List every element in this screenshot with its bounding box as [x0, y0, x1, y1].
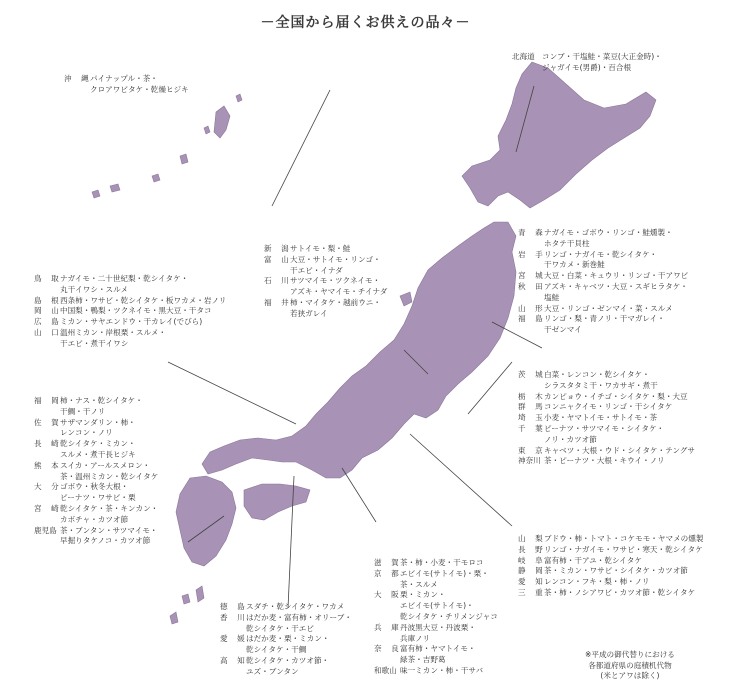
pref-name: 愛 知 — [518, 577, 544, 587]
group-kyushu — [34, 396, 158, 547]
pref-items — [246, 634, 330, 656]
item-line: コンニャクイモ・リンゴ・干シイタケ — [544, 402, 673, 412]
pref-name: 大 阪 — [374, 590, 400, 600]
item-line: コンブ・干塩鮭・菜豆(大正金時)・ — [542, 52, 662, 61]
item-line: 白菜・レンコン・乾シイタケ・ — [544, 370, 650, 379]
item-line: 中国梨・鴨梨・ツクネイモ・黒大豆・干タコ — [60, 306, 212, 316]
footnote-line: 各都道府県の庭積机代物 — [588, 660, 672, 670]
pref-items — [246, 656, 329, 678]
pref-row — [220, 602, 352, 613]
pref-name: 青 森 — [518, 228, 544, 237]
item-line: クロアワビタケ・乾燥ヒジキ — [90, 84, 189, 94]
item-line: 柿・ナス・乾シイタケ・ — [60, 396, 143, 405]
pref-row — [518, 314, 688, 336]
pref-items — [246, 602, 344, 613]
pref-row — [220, 656, 352, 678]
pref-row — [518, 304, 688, 315]
item-line: レンコン・フキ・梨・柿・ノリ — [544, 577, 650, 587]
okinawa-isle-5 — [110, 184, 120, 192]
kyushu-island — [176, 476, 236, 566]
pref-name: 三 重 — [518, 587, 544, 597]
group-kinki — [374, 558, 498, 677]
pref-items — [544, 314, 665, 336]
pref-items — [544, 456, 665, 467]
footnote-line: (米とアワは除く) — [600, 671, 660, 681]
pref-items — [544, 304, 673, 315]
pref-name: 福 岡 — [34, 396, 60, 405]
item-line: アズキ・キャベツ・大豆・スギヒラタケ・ — [544, 281, 688, 291]
pref-name: 新 潟 — [264, 244, 290, 253]
pref-items — [60, 296, 226, 307]
item-line: キャベツ・大根・ウド・シイタケ・テングサ — [544, 445, 695, 455]
pref-items — [542, 52, 662, 74]
pref-name: 山 梨 — [518, 534, 544, 543]
pref-items — [544, 228, 673, 250]
pref-row — [34, 504, 158, 526]
item-line: サトイモ・梨・鮭 — [290, 244, 351, 253]
leader-chugoku — [168, 362, 296, 424]
pref-items — [544, 392, 688, 403]
pref-row — [518, 282, 688, 304]
pref-name: 京 都 — [374, 568, 400, 578]
pref-items — [60, 306, 212, 317]
pref-name: 山 形 — [518, 303, 544, 313]
pref-name: 岩 手 — [518, 249, 544, 259]
pref-row — [518, 413, 695, 424]
pref-items — [544, 534, 703, 545]
pref-row — [374, 666, 498, 677]
pref-row — [374, 644, 498, 666]
pref-row — [374, 623, 498, 645]
item-line: 干エビ・イナダ — [290, 265, 343, 275]
item-line: はだか麦・栗・ミカン・ — [246, 634, 330, 644]
group-okinawa — [64, 74, 189, 96]
pref-row — [34, 461, 158, 483]
pref-name: 福 島 — [518, 314, 544, 324]
pref-row — [518, 588, 703, 599]
pref-name: 茨 城 — [518, 370, 544, 379]
item-line: サツマイモ・ツクネイモ・ — [290, 276, 381, 286]
pref-name: 北海道 — [512, 52, 535, 61]
item-line: ジャガイモ(男爵)・百合根 — [542, 62, 632, 72]
pref-items — [60, 396, 143, 418]
pref-name: 神奈川 — [518, 456, 541, 466]
item-line: ナガイモ・ゴボウ・リンゴ・鮭燻製・ — [544, 228, 673, 237]
pref-items — [544, 577, 650, 588]
pref-row — [34, 526, 158, 548]
pref-items — [400, 666, 483, 677]
pref-items — [544, 282, 688, 304]
item-line: 干ゼンマイ — [544, 325, 582, 335]
pref-row — [264, 276, 387, 298]
item-line: 丹波黒大豆・丹波栗・ — [400, 622, 476, 632]
pref-row — [518, 271, 688, 282]
item-line: 乾シイタケ・茶・キンカン・ — [60, 503, 159, 513]
item-line: ピーナツ・ワサビ・栗 — [60, 493, 136, 503]
pref-name: 兵 庫 — [374, 622, 400, 632]
pref-name: 秋 田 — [518, 281, 544, 291]
pref-row — [518, 545, 703, 556]
pref-items — [90, 74, 189, 96]
item-line: ブドウ・柿・トマト・コケモモ・ヤマメの燻製 — [544, 534, 704, 543]
pref-name: 愛 媛 — [220, 634, 246, 644]
pref-name: 福 井 — [264, 297, 290, 307]
pref-name: 香 川 — [220, 612, 246, 622]
item-line: 塩鮭 — [544, 292, 560, 302]
item-line: 早掘りタケノコ・カツオ節 — [60, 536, 151, 546]
pref-items — [544, 370, 658, 392]
leader-okinawa — [272, 90, 330, 206]
pref-items — [290, 255, 381, 277]
pref-row — [518, 456, 695, 467]
item-line: 栗・ミカン・ — [400, 590, 446, 600]
item-line: ゴボウ・秋冬大根・ — [60, 482, 129, 492]
yakushima — [182, 594, 190, 604]
pref-name: 埼 玉 — [518, 413, 544, 423]
item-line: 柿・マイタケ・越前ウニ・ — [290, 297, 381, 307]
pref-items — [60, 482, 136, 504]
item-line: 兵庫ノリ — [400, 633, 431, 643]
pref-items — [544, 271, 688, 282]
pref-row — [64, 74, 189, 96]
item-line: カボチャ・カツオ節 — [60, 514, 129, 524]
pref-name: 富 山 — [264, 254, 290, 264]
okinawa-isle-2 — [236, 94, 242, 102]
pref-row — [264, 298, 387, 320]
item-line: 大豆・白菜・キュウリ・リンゴ・干アワビ — [544, 271, 689, 281]
pref-items — [400, 590, 498, 622]
item-line: シラスタタミ干・ワカサギ・煮干 — [544, 380, 658, 390]
item-line: 干エビ・煮干イワシ — [60, 338, 129, 348]
pref-items — [290, 244, 350, 255]
okinawa-isle-6 — [92, 190, 100, 198]
item-line: 茶・ミカン・ワサビ・シイタケ・カツオ節 — [544, 566, 688, 576]
item-line: 乾シイタケ・干鯛 — [246, 645, 307, 655]
pref-name: 熊 本 — [34, 460, 60, 470]
pref-row — [518, 402, 695, 413]
pref-name: 佐 賀 — [34, 417, 60, 427]
pref-name: 岐 阜 — [518, 555, 544, 565]
pref-name: 和歌山 — [374, 665, 397, 675]
pref-name: 群 馬 — [518, 402, 544, 412]
pref-row — [220, 634, 352, 656]
item-line: リンゴ・ナガイモ・ワサビ・寒天・乾シイタケ — [544, 544, 703, 554]
pref-items — [60, 439, 136, 461]
pref-row — [518, 250, 688, 272]
item-line: 茶・柿・小麦・干モロコ — [400, 558, 484, 567]
group-chubu — [518, 534, 703, 599]
item-line: スダチ・乾シイタケ・ワカメ — [246, 602, 345, 611]
group-kanto — [518, 370, 695, 467]
pref-name: 長 崎 — [34, 439, 60, 449]
shikoku-island — [244, 484, 310, 520]
pref-row — [34, 439, 158, 461]
item-line: 西条柿・ワサビ・乾シイタケ・板ワカメ・岩ノリ — [60, 295, 227, 305]
item-line: リンゴ・梨・青ノリ・干マガレイ・ — [544, 314, 665, 324]
okinawa-isle-1 — [204, 126, 210, 134]
item-line: 大豆・サトイモ・リンゴ・ — [290, 254, 381, 264]
pref-items — [60, 461, 158, 483]
pref-row — [518, 566, 703, 577]
pref-name: 鹿児島 — [34, 525, 57, 535]
okinawa-main — [214, 106, 230, 138]
pref-row — [34, 306, 226, 317]
group-hokuriku — [264, 244, 387, 320]
pref-row — [264, 255, 387, 277]
item-line: 味一ミカン・柿・干サバ — [400, 665, 484, 675]
hokkaido-island — [462, 62, 656, 208]
pref-name: 山 口 — [34, 327, 60, 337]
pref-items — [400, 623, 476, 645]
pref-items — [60, 274, 188, 296]
page-title: －全国から届くお供えの品々－ — [260, 15, 471, 31]
item-line: 乾シイタケ・干エビ — [246, 623, 314, 633]
pref-items — [544, 250, 657, 272]
pref-items — [400, 558, 484, 569]
footnote — [585, 650, 675, 682]
pref-name: 長 野 — [518, 544, 544, 554]
pref-row — [374, 590, 498, 622]
pref-name: 滋 賀 — [374, 558, 400, 567]
sado-island — [400, 292, 412, 306]
pref-items — [544, 545, 703, 556]
pref-name: 静 岡 — [518, 566, 544, 576]
item-line: 茶・スルメ — [400, 579, 438, 589]
pref-row — [518, 534, 703, 545]
pref-items — [290, 298, 381, 320]
pref-name: 大 分 — [34, 482, 60, 492]
item-line: 富有柿・干アユ・乾シイタケ — [544, 555, 642, 565]
pref-items — [544, 402, 672, 413]
item-line: レンコン・ノリ — [60, 428, 113, 438]
item-line: 茶・柿・ノシアワビ・カツオ節・乾シイタケ — [544, 587, 696, 597]
item-line: 茶・温州ミカン・乾シイタケ — [60, 471, 159, 481]
item-line: ユズ・ブンタン — [246, 666, 299, 676]
item-line: エビイモ(サトイモ)・ — [400, 601, 474, 611]
pref-items — [60, 418, 136, 440]
item-line: 乾シイタケ・カツオ節・ — [246, 655, 330, 665]
footnote-line: ※平成の御代替りにおける — [585, 650, 675, 659]
pref-items — [60, 504, 158, 526]
item-line: 茶・ブンタン・サツマイモ・ — [60, 525, 158, 535]
pref-row — [518, 577, 703, 588]
pref-items — [60, 526, 158, 548]
pref-row — [34, 482, 158, 504]
pref-items — [544, 446, 695, 457]
item-line: エビイモ(サトイモ)・栗・ — [400, 568, 489, 578]
pref-row — [512, 52, 662, 74]
pref-row — [34, 418, 158, 440]
okinawa-isle-3 — [180, 154, 188, 164]
item-line: アズキ・ヤマイモ・チイナダ — [290, 287, 388, 297]
pref-items — [544, 588, 695, 599]
group-chugoku — [34, 274, 226, 350]
pref-name: 徳 島 — [220, 602, 246, 611]
pref-row — [518, 446, 695, 457]
pref-name: 高 知 — [220, 655, 246, 665]
item-line: 乾シイタケ・チリメンジャコ — [400, 611, 498, 621]
pref-name: 石 川 — [264, 276, 290, 286]
pref-items — [544, 566, 688, 577]
leader-kinki — [342, 468, 376, 522]
pref-row — [34, 296, 226, 307]
pref-name: 広 島 — [34, 317, 60, 327]
item-line: サザマンダリン・柿・ — [60, 417, 136, 427]
item-line: 干鯛・干ノリ — [60, 406, 106, 416]
pref-items — [400, 644, 476, 666]
pref-items — [544, 413, 657, 424]
item-line: 緑茶・吉野葛 — [400, 655, 446, 665]
group-tohoku — [518, 228, 688, 336]
pref-row — [34, 396, 158, 418]
pref-items — [544, 424, 664, 446]
pref-row — [518, 556, 703, 567]
item-line: 若狭ガレイ — [290, 308, 328, 318]
leader-chubu — [410, 434, 512, 526]
item-line: 干ワカメ・新巻鮭 — [544, 260, 605, 270]
item-line: ホタテ干貝柱 — [544, 238, 590, 248]
pref-name: 東 京 — [518, 445, 544, 455]
group-hokkaido — [512, 52, 662, 74]
pref-row — [34, 328, 226, 350]
item-line: 富有柿・ヤマトイモ・ — [400, 644, 476, 654]
pref-row — [518, 424, 695, 446]
item-line: 小麦・ヤマトイモ・サトイモ・茶 — [544, 413, 658, 423]
pref-row — [220, 613, 352, 635]
item-line: 大豆・リンゴ・ゼンマイ・菜・スルメ — [544, 303, 673, 313]
pref-name: 宮 崎 — [34, 503, 60, 513]
okinawa-isle-4 — [152, 174, 160, 182]
pref-row — [264, 244, 387, 255]
item-line: 丸干イワシ・スルメ — [60, 284, 129, 294]
pref-items — [290, 276, 387, 298]
pref-items — [60, 317, 202, 328]
pref-name: 岡 山 — [34, 306, 60, 316]
tanegashima — [196, 586, 204, 602]
item-line: ピーナツ・サツマイモ・シイタケ・ — [544, 423, 665, 433]
pref-row — [34, 317, 226, 328]
item-line: カンピョウ・イチゴ・シイタケ・梨・大豆 — [544, 391, 688, 401]
pref-name: 奈 良 — [374, 644, 400, 654]
item-line: パイナップル・茶・ — [90, 74, 158, 83]
item-line: リンゴ・ナガイモ・乾シイタケ・ — [544, 249, 658, 259]
pref-name: 栃 木 — [518, 391, 544, 401]
pref-row — [34, 274, 226, 296]
pref-row — [518, 392, 695, 403]
item-line: スルメ・煮干長ヒジキ — [60, 449, 136, 459]
pref-name: 島 根 — [34, 295, 60, 305]
item-line: ノリ・カツオ節 — [544, 434, 597, 444]
item-line: 温州ミカン・岸根栗・スルメ・ — [60, 327, 167, 337]
item-line: はだか麦・富有柿・オリーブ・ — [246, 612, 352, 622]
item-line: スイカ・アールスメロン・ — [60, 460, 151, 470]
pref-row — [518, 228, 688, 250]
pref-items — [60, 328, 166, 350]
pref-row — [374, 558, 498, 569]
pref-items — [544, 556, 642, 567]
pref-name: 沖 縄 — [64, 74, 90, 83]
amami — [170, 612, 178, 624]
pref-items — [400, 569, 489, 591]
pref-name: 千 葉 — [518, 423, 544, 433]
pref-items — [246, 613, 352, 635]
pref-name: 宮 城 — [518, 271, 544, 281]
pref-name: 鳥 取 — [34, 274, 60, 283]
item-line: ミカン・サヤエンドウ・干カレイ(でびら) — [60, 317, 203, 327]
pref-row — [518, 370, 695, 392]
item-line: 乾シイタケ・ミカン・ — [60, 439, 136, 449]
group-shikoku — [220, 602, 352, 678]
item-line: 茶・ピーナツ・大根・キウイ・ノリ — [544, 456, 665, 466]
item-line: ナガイモ・二十世紀梨・乾シイタケ・ — [60, 274, 189, 283]
pref-row — [374, 569, 498, 591]
